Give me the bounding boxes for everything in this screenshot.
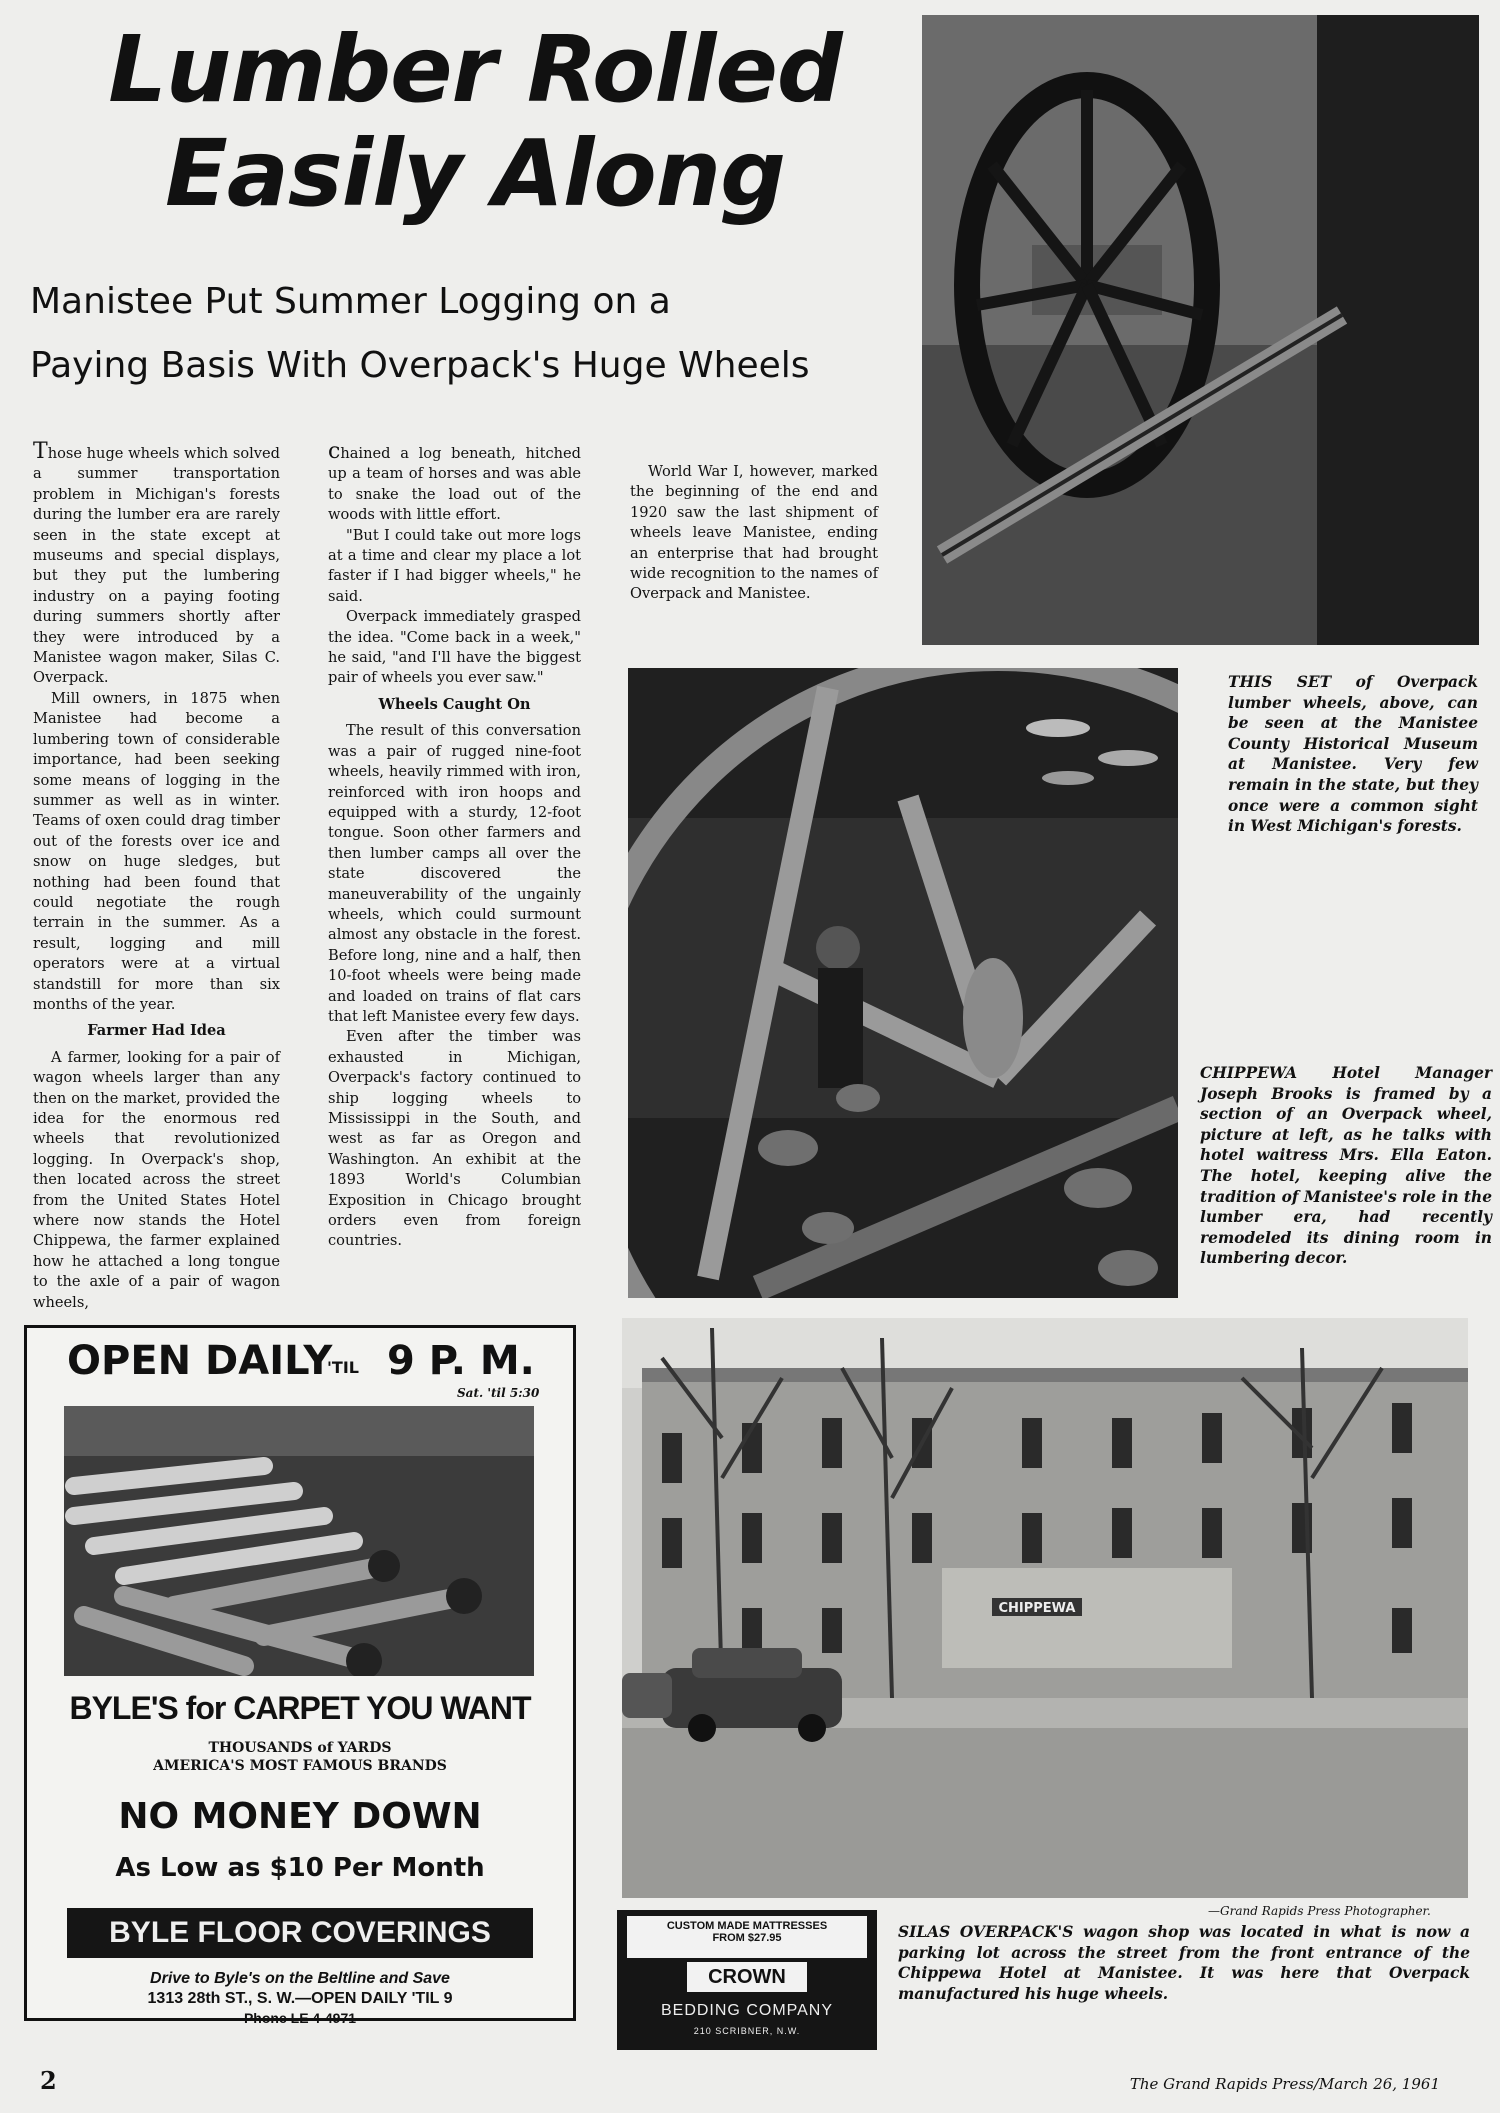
col2-paragraph-2: "But I could take out more logs at a time and clear my place a lot faster if I had bigger wheels," he said.	[328, 526, 581, 605]
headline-line-2: Easily Along	[164, 120, 786, 227]
crown-logo: CROWN	[687, 1962, 807, 1992]
col2-paragraph-4: The result of this conversation was a pair of rugged nine-foot wheels, heavily rimmed with iron, reinforced with iron hoops and equipped with a sturdy, 12-foot tongue. Soon other farmers and then lumber camps all over the state discovered the maneuverability of the ungainly wheels, which could surmount almost any obstacle in the forest. Before long, nine and a half, then 10-foot wheels were being made and loaded on trains of flat cars that left Manistee every few days.	[328, 722, 581, 1025]
crown-ad-header	[627, 1916, 867, 1958]
photo-credit: —Grand Rapids Press Photographer.	[1208, 1904, 1431, 1918]
col1-paragraph-2: Mill owners, in 1875 when Manistee had become a lumbering town of considerable importance, had been seeking some means of logging in the summer as well as in winter. Teams of oxen could drag timber out of the forests over ice and snow on huge sledges, but nothing had been found that could negotiate the rough terrain in the summer. As a result, logging and mill operators were at a virtual standstill for more than six months of the year.	[33, 689, 280, 1013]
ad-nine-pm: 9 P. M.	[387, 1338, 535, 1384]
ad-thousands-yards: THOUSANDS of YARDS	[208, 1740, 392, 1756]
article-column-1	[33, 439, 280, 1313]
hotel-interior-photo	[628, 668, 1178, 1298]
chippewa-sign: CHIPPEWA	[998, 1601, 1076, 1616]
ad-drive-line: Drive to Byle's on the Beltline and Save	[150, 1970, 450, 1987]
ad-famous-brands: AMERICA'S MOST FAMOUS BRANDS	[153, 1758, 447, 1774]
col2-paragraph-1: chained a log beneath, hitched up a team of horses and was able to snake the load out of the woods with little effort.	[328, 439, 581, 524]
col2-subhead: Wheels Caught On	[378, 695, 531, 713]
col1-paragraph-3: A farmer, looking for a pair of wagon wheels larger than any then on the market, provided the idea for the enormous red wheels that revolutionized logging. In Overpack's shop, then located across the street from the United States Hotel where now stands the Hotel Chippewa, the farmer explained how he attached a long tongue to the axle of a pair of wagon wheels,	[33, 1048, 280, 1311]
page-number: 2	[40, 2066, 57, 2095]
deck	[30, 270, 890, 398]
col3-paragraph-1: World War I, however, marked the beginning of the end and 1920 saw the last shipment of wheels leave Manistee, ending an enterprise that had brought wide recognition to the names of Overpack and Manistee.	[630, 463, 878, 603]
byle-advertisement	[24, 1325, 576, 2026]
deck-line-1: Manistee Put Summer Logging on a	[30, 281, 671, 322]
hotel-caption: CHIPPEWA Hotel Manager Joseph Brooks is framed by a section of an Overpack wheel, picture at left, as he talks with hotel waitress Mrs. Ella Eaton. The hotel, keeping alive the tradition of Manistee's role in the lumber era, had recently remodeled its dining room in lumbering decor.	[1200, 1064, 1492, 1268]
museum-wheels-photo	[922, 15, 1479, 645]
deck-line-2: Paying Basis With Overpack's Huge Wheels	[30, 345, 810, 386]
publication-credit: The Grand Rapids Press/March 26, 1961	[1129, 2075, 1440, 2093]
col2-paragraph-3: Overpack immediately grasped the idea. "Come back in a week," he said, "and I'll have the biggest pair of wheels you ever saw."	[328, 608, 581, 687]
ad-open-daily: OPEN DAILY	[67, 1338, 333, 1384]
ad-no-money-down: NO MONEY DOWN	[118, 1796, 482, 1837]
ad-saturday-hours: Sat. 'til 5:30	[457, 1386, 540, 1400]
museum-caption: THIS SET of Overpack lumber wheels, above, can be seen at the Manistee County Historical Museum at Manistee. Very few remain in the state, but they once were a common sight in West Michigan's forests.	[1228, 673, 1478, 836]
ad-monthly-price: As Low as $10 Per Month	[115, 1853, 485, 1883]
carpet-rolls-illustration	[64, 1406, 534, 1676]
crown-bedding-advertisement	[617, 1910, 877, 2050]
ad-company-banner: BYLE FLOOR COVERINGS	[67, 1908, 533, 1958]
carpet-rolls-photo	[64, 1406, 534, 1676]
chippewa-hotel-photo	[622, 1318, 1468, 1898]
headline-line-1: Lumber Rolled	[108, 16, 842, 123]
col2-paragraph-5: Even after the timber was exhausted in Michigan, Overpack's factory continued to ship logging wheels to Mississippi in the South, and west as far as Oregon and Washington. An exhibit at the 1893 World's Columbian Exposition in Chicago brought orders even from foreign countries.	[328, 1028, 581, 1250]
wheel-illustration	[922, 15, 1479, 645]
crown-custom-mattresses: CUSTOM MADE MATTRESSES	[666, 1920, 828, 1932]
crown-price: FROM $27.95	[712, 1932, 782, 1944]
col1-subhead: Farmer Had Idea	[87, 1022, 226, 1040]
col1-paragraph-1: Those huge wheels which solved a summer transportation problem in Michigan's forests during the lumber era are rarely seen in the state except at museums and special displays, but they put the lumbering industry on a paying footing during summers shortly after they were introduced by a Manistee wagon maker, Silas C. Overpack.	[33, 439, 280, 687]
ad-phone: Phone LE 4-4971	[243, 2010, 357, 2026]
headline	[60, 18, 890, 226]
interior-wheel-illustration	[628, 668, 1178, 1298]
crown-address: 210 SCRIBNER, N.W.	[693, 2026, 801, 2036]
ad-til: 'TIL	[327, 1358, 359, 1377]
article-column-3	[630, 462, 878, 605]
ad-address: 1313 28th ST., S. W.—OPEN DAILY 'TIL 9	[147, 1990, 453, 2007]
article-column-2	[328, 439, 581, 1252]
shop-caption: SILAS OVERPACK'S wagon shop was located in what is now a parking lot across the street from the front entrance of the Chippewa Hotel at Manistee. It was here that Overpack manufactured his huge wheels.	[898, 1923, 1470, 2003]
crown-bedding-company: BEDDING COMPANY	[660, 2002, 834, 2019]
hotel-building-illustration	[622, 1318, 1468, 1898]
ad-carpet-headline: BYLE'S for CARPET YOU WANT	[69, 1690, 531, 1726]
